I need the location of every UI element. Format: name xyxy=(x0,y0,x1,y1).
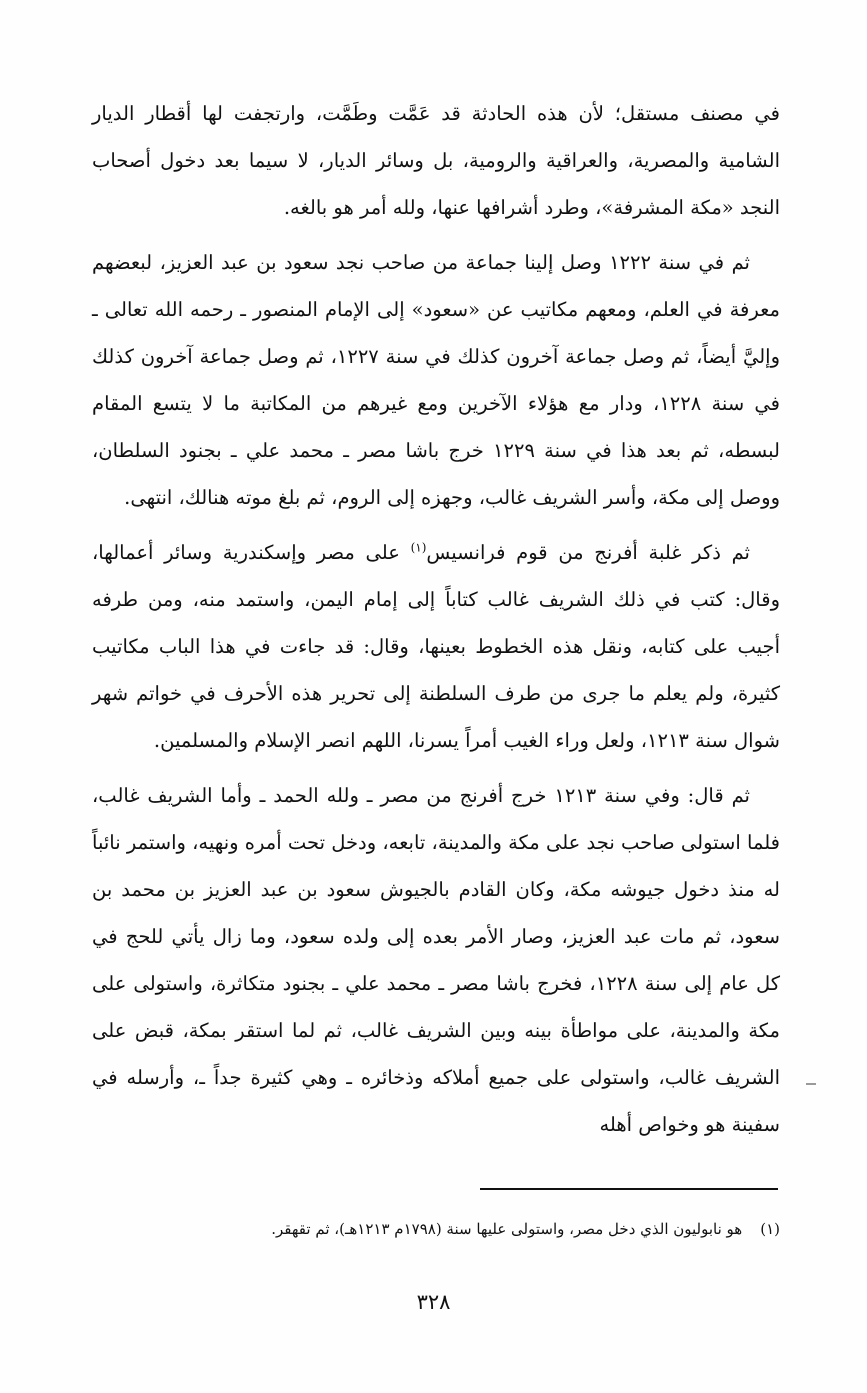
footnote xyxy=(92,1216,780,1242)
paragraph-3-rest: على مصر وإسكندرية وسائر أعمالها، وقال: كتب في ذلك الشريف غالب كتاباً إلى إمام اليمن، واستمد منه، ومن طرفه أجيب على كتابه، ونقل هذه الخطوط بعينها، وقال: قد جاءت في هذا الباب مكاتيب كثيرة، ولم يعلم ما جرى من طرف السلطنة إلى تحرير هذه الأحرف في خواتم شهر شوال سنة ١٢١٣، ولعل وراء الغيب أمراً يسرنا، اللهم انصر الإسلام والمسلمين. xyxy=(92,541,780,752)
page-number: ٣٢٨ xyxy=(416,1290,451,1314)
paragraph-1: في مصنف مستقل؛ لأن هذه الحادثة قد عَمَّت وطَمَّت، وارتجفت لها أقطار الديار الشامية والمصرية، والعراقية والرومية، بل وسائر الديار، لا سيما بعد دخول أصحاب النجد «مكة المشرفة»، وطرد أشرافها عنها، ولله أمر هو بالغه. xyxy=(92,102,780,219)
paragraph-3-start: ثم ذكر غلبة أفرنج من قوم فرانسيس xyxy=(426,541,750,564)
paragraph-2: ثم في سنة ١٢٢٢ وصل إلينا جماعة من صاحب نجد سعود بن عبد العزيز، لبعضهم معرفة في العلم، ومعهم مكاتيب عن «سعود» إلى الإمام المنصور ـ رحمه الله تعالى ـ وإليَّ أيضاً، ثم وصل جماعة آخرون كذلك في سنة ١٢٢٧، ثم وصل جماعة آخرون كذلك في سنة ١٢٢٨، ودار مع هؤلاء الآخرين ومع غيرهم من المكاتبة ما لا يتسع المقام لبسطه، ثم بعد هذا في سنة ١٢٢٩ خرج باشا مصر ـ محمد علي ـ بجنود السلطان، ووصل إلى مكة، وأسر الشريف غالب، وجهزه إلى الروم، ثم بلغ موته هنالك، انتهى. xyxy=(92,251,780,509)
footnote-separator xyxy=(480,1188,778,1190)
paragraph-4: ثم قال: وفي سنة ١٢١٣ خرج أفرنج من مصر ـ ولله الحمد ـ وأما الشريف غالب، فلما استولى صاحب نجد على مكة والمدينة، تابعه، ودخل تحت أمره ونهيه، واستمر نائباً له منذ دخول جيوشه مكة، وكان القادم بالجيوش سعود بن عبد العزيز بن محمد بن سعود، ثم مات عبد العزيز، وصار الأمر بعده إلى ولده سعود، وما زال يأتي للحج في كل عام إلى سنة ١٢٢٨، فخرج باشا مصر ـ محمد علي ـ بجنود متكاثرة، واستولى على مكة والمدينة، على مواطأة بينه وبين الشريف غالب، ثم لما استقر بمكة، قبض على الشريف غالب، واستولى على جميع أملاكه وذخائره ـ وهي كثيرة جداً ـ، وأرسله في سفينة هو وخواص أهله xyxy=(92,784,780,1136)
margin-mark xyxy=(806,1083,816,1085)
paragraph-3 xyxy=(92,529,780,764)
footnote-number: (١) xyxy=(760,1220,780,1238)
main-text xyxy=(92,90,780,1156)
footnote-reference[interactable]: (١) xyxy=(410,540,427,555)
footnote-text: هو نابوليون الذي دخل مصر، واستولى عليها سنة (١٧٩٨م ١٢١٣هـ)، ثم تقهقر. xyxy=(271,1220,743,1238)
